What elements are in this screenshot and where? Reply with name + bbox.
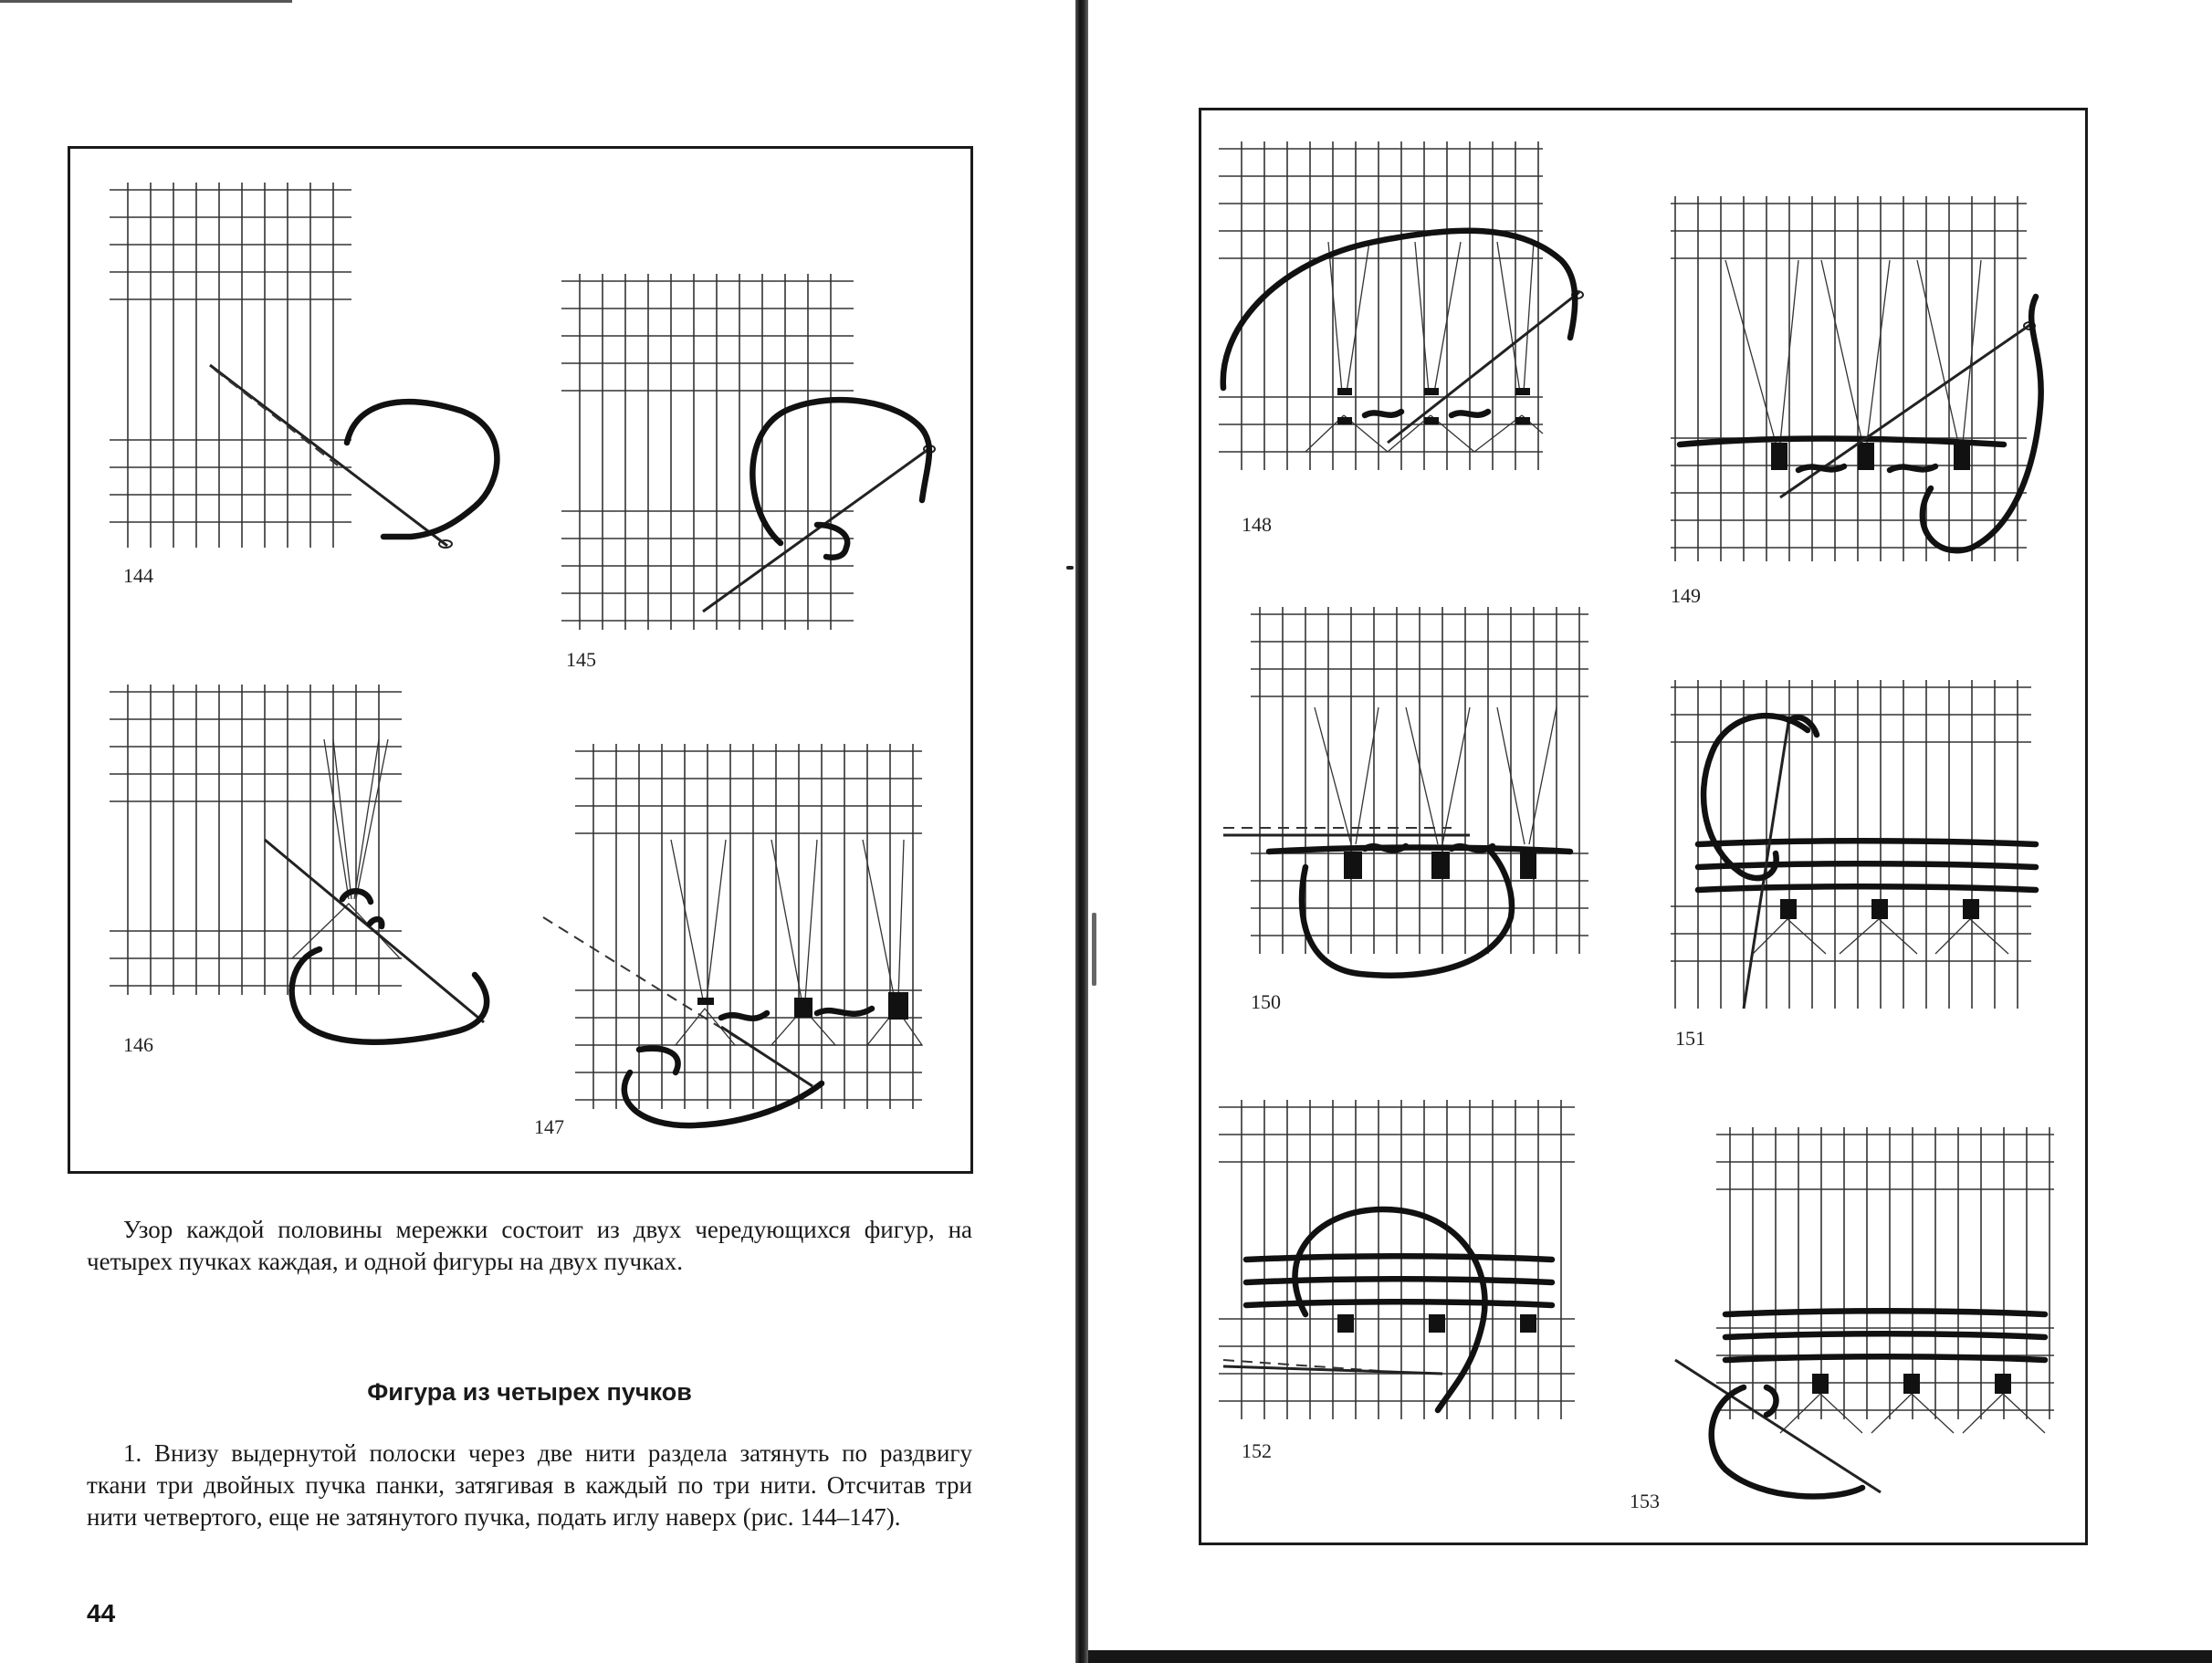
figure-149-label: 149 [1671,584,1701,607]
figure-144-label: 144 [123,564,153,587]
page-number: 44 [87,1599,116,1627]
figure-147-label: 147 [534,1115,564,1138]
figure-148-illustration [1219,141,1602,507]
figure-145-illustration [561,274,945,639]
paragraph-step-1: 1. Внизу выдернутой полоски через две нити раздела затянуть по раздвигу ткани три двойных пучка панки, затягивая в каждый по три нити. Отсчитав три нити четвертого, еще не затянутого пучка, подать иглу наверх (рис. 144–147). [87,1439,972,1531]
figure-151-illustration [1671,680,2054,1027]
figure-151-label: 151 [1675,1027,1705,1050]
figure-153-label: 153 [1630,1490,1660,1512]
paragraph-figure-intro: Узор каждой половины мережки состоит из двух чередующихся фигур, на четырех пучках каждая, и одной фигуры на двух пучках. [87,1216,972,1275]
figure-152-label: 152 [1242,1439,1272,1462]
figure-149-illustration [1671,196,2054,580]
figure-144-illustration [110,183,511,557]
figure-152-illustration [1219,1100,1611,1447]
spine-mark [1066,566,1074,570]
figure-145-label: 145 [566,648,596,671]
figure-150-illustration [1223,607,1616,990]
left-page [0,0,1077,1663]
figure-148-label: 148 [1242,513,1272,536]
figure-146-illustration [110,685,511,1068]
figure-153-illustration [1671,1127,2054,1511]
figure-147-illustration [539,744,949,1136]
right-page [1077,0,2212,1663]
figure-146-label: 146 [123,1033,153,1056]
section-heading: Фигура из четырех пучков [367,1378,692,1406]
figure-150-label: 150 [1251,990,1281,1013]
